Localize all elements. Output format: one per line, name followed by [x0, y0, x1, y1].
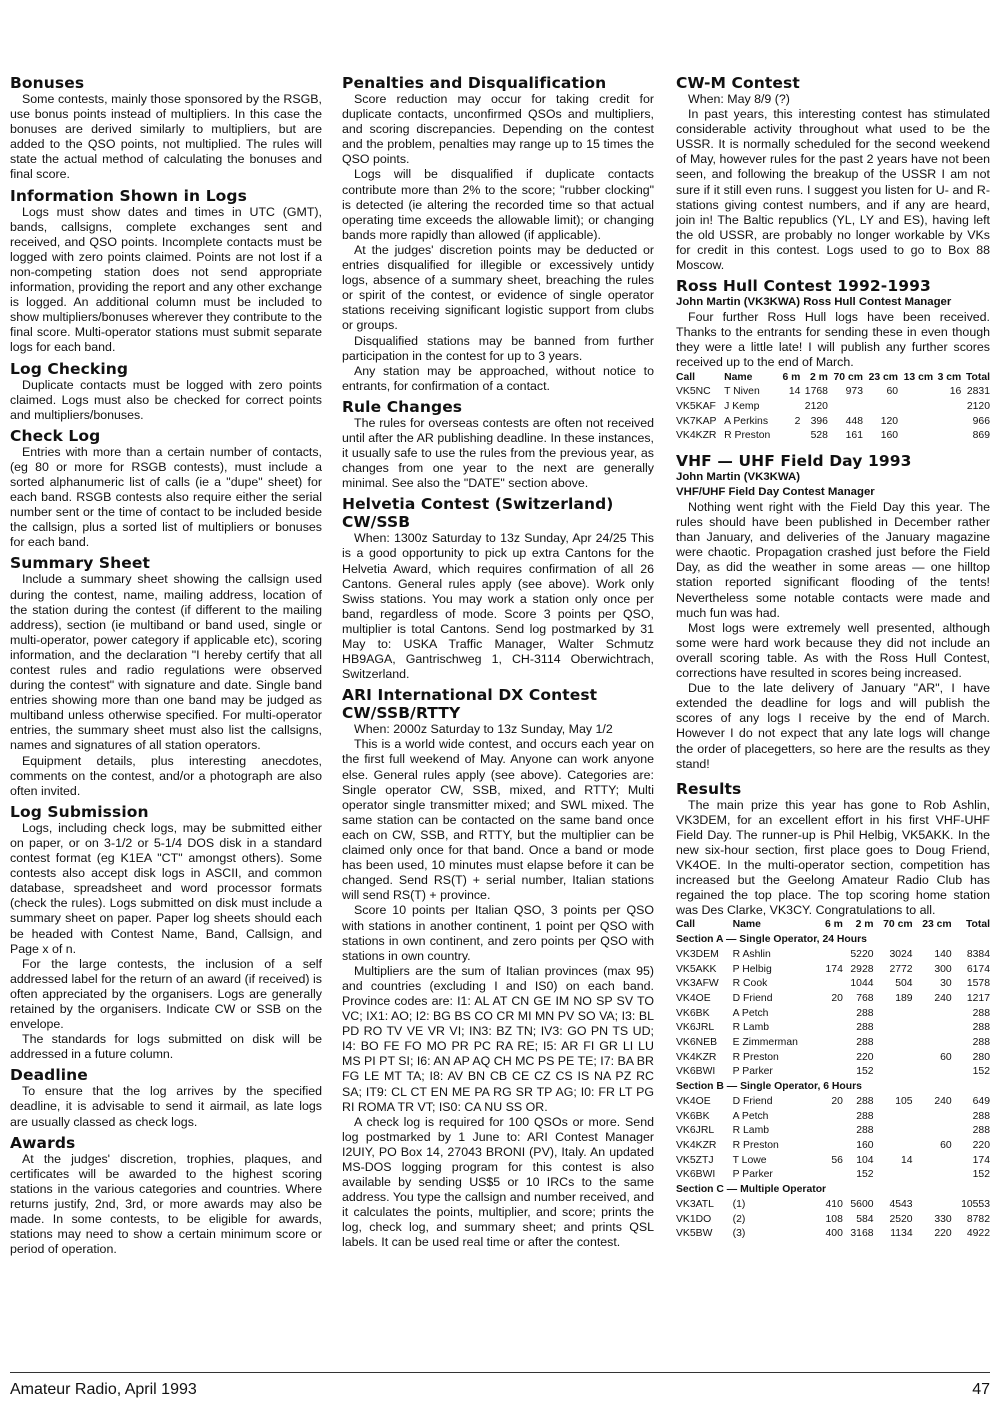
- table-cell: 152: [856, 1066, 874, 1078]
- table-cell: 2831: [966, 386, 990, 398]
- paragraph: Score reduction may occur for taking credit for duplicate contacts, unconfirmed QSOs and multipliers, and scoring discrepancies. Depending on the contest and the problem, penalties may range up to 15 times the QSO points.: [342, 92, 654, 167]
- table-cell: 104: [856, 1154, 874, 1166]
- table-cell: 105: [895, 1095, 913, 1107]
- table-cell: 240: [934, 992, 952, 1004]
- table-cell: VK6JRL: [676, 1022, 715, 1034]
- table-cell: 280: [972, 1051, 990, 1063]
- table-header-cell: 70 cm: [833, 371, 863, 383]
- table-cell: (1): [732, 1198, 746, 1210]
- table-cell: VK6NEB: [676, 1037, 718, 1049]
- table-cell: [913, 1198, 952, 1213]
- table-cell: [913, 1007, 952, 1022]
- table-cell: 60: [940, 1051, 952, 1063]
- table-cell: VK3AFW: [676, 978, 719, 990]
- table-cell: 288: [856, 1007, 874, 1019]
- section-heading: Rule Changes: [342, 397, 463, 416]
- table-cell: [819, 1051, 843, 1066]
- table-row: [676, 992, 990, 1007]
- table-cell: VK4KZR: [676, 430, 717, 442]
- table-cell: [898, 400, 933, 415]
- paragraph: Logs must show dates and times in UTC (GMT), bands, callsigns, complete exchanges sent and received, and QSO points. Incomplete contacts must be logged with zero points claimed. Points are not lost if a non-competing station does not send appropriate information, providing the report and any other exchange is logged. An additional column must be included to show multipliers/bonuses wherever they contribute to the final score. Multi-operator stations must submit separate logs for each band.: [10, 204, 322, 355]
- table-cell: [819, 1168, 843, 1183]
- table-cell: 288: [972, 1110, 990, 1122]
- section-heading: CW-M Contest: [676, 74, 800, 92]
- table-row: [676, 385, 990, 400]
- section-heading: Penalties and Disqualification: [342, 74, 607, 92]
- section-heading: Ross Hull Contest 1992-1993: [676, 277, 931, 296]
- table-cell: [819, 1110, 843, 1125]
- table-cell: [819, 1065, 843, 1080]
- paragraph: Equipment details, plus interesting anecdotes, comments on the contest, and/or a photograph are also often invited.: [10, 753, 322, 798]
- table-cell: 220: [856, 1051, 874, 1063]
- table-cell: 5600: [850, 1198, 874, 1210]
- table-cell: 2120: [966, 400, 990, 412]
- table-cell: 1578: [966, 978, 990, 990]
- table-cell: 3024: [889, 948, 913, 960]
- table-cell: 160: [880, 430, 899, 442]
- table-cell: [913, 1124, 952, 1139]
- paragraph: A check log is required for 100 QSOs or more. Send log postmarked by 1 June to: ARI Contest Manager I2UIY, PO Box 14, 27043 BRONI (PV), Italy. An updated MS-DOS logging program for this contest is also available by sending US$5 or 10 IRCs to the same address. You type the callsign and number received, and it calculates the points, multiplier, and score; prints the log, check log, and summary sheet; and prints QSL labels. It can be used real time or after the contest.: [342, 1114, 654, 1250]
- paragraph: The main prize this year has gone to Rob Ashlin, VK3DEM, for an excellent effort in his first VHF-UHF Field Day. The runner-up is Phil Helbig, VK5AKK. In the new six-hour section, first place goes to Doug Friend, VK4OE. In the multi-operator section, competition has increased but the Geelong Amateur Radio Club has regained the top place. The top scoring home station was Des Clarke, VK3CY. Congratulations to all.: [676, 797, 990, 918]
- paragraph: Some contests, mainly those sponsored by the RSGB, use bonus points instead of multipliers. In this case the bonuses are derived similarly to multipliers, but are added to the QSO points, not multiplied. The rules will state the actual method of calculating the bonuses and final score.: [10, 92, 322, 182]
- table-cell: VK6BWI: [676, 1169, 716, 1181]
- table-cell: [819, 948, 843, 963]
- paragraph: At the judges' discretion points may be deducted or entries disqualified for illegible or excessively untidy logs, absence of a summary sheet, breaching the rules or spirit of the contest, or evidence of single operator stations receiving significant logistic support from clubs or groups.: [342, 242, 654, 333]
- table-cell: 288: [972, 1037, 990, 1049]
- byline: John Martin (VK3KWA): [676, 471, 801, 484]
- table-cell: (2): [732, 1213, 746, 1225]
- table-cell: VK3ATL: [676, 1198, 714, 1210]
- section-heading: Helvetia Contest (Switzerland) CW/SSB: [342, 495, 614, 532]
- table-cell: R Preston: [732, 1140, 779, 1151]
- table-cell: [874, 1168, 913, 1183]
- table-cell: [819, 1124, 843, 1139]
- table-cell: 528: [810, 430, 828, 442]
- table-cell: 14: [901, 1154, 913, 1166]
- table-cell: E Zimmerman: [732, 1037, 798, 1049]
- ross-hull-results-table: [676, 371, 990, 445]
- table-cell: [874, 1110, 913, 1125]
- column-3: [676, 74, 990, 1242]
- table-row: [676, 1168, 990, 1183]
- publication-name: Amateur Radio, April 1993: [10, 1381, 197, 1398]
- table-cell: [913, 1065, 952, 1080]
- table-cell: 288: [856, 1110, 874, 1122]
- table-cell: 60: [886, 386, 899, 398]
- table-cell: 20: [831, 992, 843, 1004]
- table-header-row: [676, 918, 990, 933]
- table-cell: 152: [972, 1169, 990, 1181]
- table-cell: [898, 415, 933, 430]
- paragraph: Score 10 points per Italian QSO, 3 points per QSO with stations in another continent, 1 point per QSO with stations in own continent, and zero points per QSO with stations in own country.: [342, 903, 654, 963]
- paragraph: Logs will be disqualified if duplicate contacts contribute more than 2% to the score; "rubber clocking" is detected (ie altering the recorded time so that actual operating time exceeds the allowable limit); or changing bands more rapidly than allowed (if applicable).: [342, 167, 654, 242]
- table-cell: 1217: [966, 992, 990, 1004]
- table-cell: 220: [934, 1228, 952, 1240]
- table-cell: 869: [972, 430, 990, 442]
- byline: VHF/UHF Field Day Contest Manager: [676, 486, 875, 499]
- table-cell: VK5NC: [676, 386, 711, 398]
- table-header-cell: Name: [724, 371, 753, 383]
- table-header-cell: Name: [732, 919, 761, 931]
- table-row: [676, 1139, 990, 1154]
- table-header-cell: 2 m: [810, 371, 828, 383]
- table-cell: 4543: [889, 1198, 913, 1210]
- table-cell: P Helbig: [732, 963, 772, 975]
- table-cell: VK5KAF: [676, 400, 716, 412]
- table-cell: 152: [856, 1169, 874, 1181]
- section-heading: Awards: [10, 1133, 76, 1152]
- table-header-cell: 23 cm: [868, 371, 899, 383]
- paragraph: For the large contests, the inclusion of a self addressed label for the return of an award (if received) is often appreciated by the organisers. Logs are generally retained by the organisers. Indicate CW or SSB on the envelope.: [10, 956, 322, 1032]
- table-cell: R Lamb: [732, 1022, 770, 1034]
- table-row: [676, 1065, 990, 1080]
- table-cell: 288: [972, 1022, 990, 1034]
- table-cell: P Parker: [732, 1066, 773, 1078]
- table-row: [676, 1227, 990, 1242]
- table-cell: [933, 415, 961, 430]
- table-cell: R Cook: [732, 978, 768, 990]
- table-cell: [913, 1036, 952, 1051]
- table-header-cell: Call: [676, 919, 696, 931]
- table-cell: 966: [972, 415, 990, 427]
- table-row: [676, 1110, 990, 1125]
- table-header-cell: 70 cm: [883, 919, 913, 931]
- paragraph: The rules for overseas contests are often not received until after the AR publishing deadline. In these instances, it usually safe to use the rules from the previous year, as changes from one year to the next are generally minimal. See also the "DATE" section above.: [342, 415, 654, 491]
- table-header-row: [676, 371, 990, 386]
- table-cell: 160: [856, 1140, 874, 1151]
- table-section-row: [676, 1183, 990, 1198]
- table-cell: 1134: [890, 1228, 913, 1240]
- section-heading: Log Checking: [10, 359, 129, 378]
- table-cell: [819, 1139, 843, 1154]
- table-section-title: Section A — Single Operator, 24 Hours: [676, 934, 867, 946]
- table-header-cell: 23 cm: [922, 919, 952, 931]
- table-cell: D Friend: [732, 992, 773, 1004]
- paragraph: Entries with more than a certain number of contacts, (eg 80 or more for RSGB contests), must include a sorted alphanumeric list of calls (ie a "dupe" sheet) for each band. RSGB contests also require either the serial number sent or the time of contact to be included beside the callsign, plus a sorted list of multipliers or bonuses for each band.: [10, 444, 322, 550]
- table-cell: 108: [825, 1213, 843, 1225]
- table-cell: VK1DO: [676, 1213, 712, 1225]
- table-cell: [819, 1036, 843, 1051]
- table-cell: (3): [732, 1228, 746, 1240]
- column-2: [342, 74, 654, 1251]
- table-cell: 448: [845, 415, 863, 427]
- section-heading: Log Submission: [10, 802, 149, 821]
- paragraph: Multipliers are the sum of Italian provinces (max 95) and countries (excluding I and IS0) on each band. Province codes are: I1: AL AT CN GE IM NO SP SV TO VC; IX1: AO; I2: BG BS CO CR MI MN PV SO VA; I3: BL PD RO TV VE VR VI; IN3: BZ TN; IV3: GO PN TS UD; I4: BO FE FO MO PR PC RA RE; I5: AR FI GR LI LU MS PI PT SI; I6: AN AP AQ CH MC PS PE TE; I7: BA BR FG LE MT TA; I8: AV BN CB CE CZ CS IS NA PZ RC SA; IT9: CL CT EN ME PA RG SR TP AG; I0: FR LT PG RI ROMA TR VT; IS0: CA NU SS OR.: [342, 963, 654, 1114]
- table-row: [676, 1124, 990, 1139]
- section-heading: ARI International DX Contest CW/SSB/RTTY: [342, 686, 598, 723]
- table-section-title: Section B — Single Operator, 6 Hours: [676, 1081, 862, 1093]
- table-cell: 152: [972, 1066, 990, 1078]
- table-cell: 288: [856, 1125, 874, 1137]
- table-header-cell: 6 m: [782, 371, 801, 383]
- table-row: [676, 1021, 990, 1036]
- byline: John Martin (VK3KWA) Ross Hull Contest Manager: [676, 296, 952, 309]
- table-cell: VK6BWI: [676, 1066, 716, 1078]
- table-row: [676, 400, 990, 415]
- table-cell: 2520: [889, 1213, 913, 1225]
- table-cell: 410: [825, 1198, 843, 1210]
- table-cell: [874, 1007, 913, 1022]
- table-cell: 330: [934, 1213, 952, 1225]
- paragraph: Logs, including check logs, may be submitted either on paper, or on 3-1/2 or 5-1/4 DOS disk in a standard contest format (eg K1EA "CT" amongst others). Some contests also accept disk logs in ASCII, and common database, spreadsheet and word processor formats (check the rules). Logs submitted on disk must include a summary sheet on paper. Paper log sheets should each be headed with Contest Name, Band, Callsign, and Page x of n.: [10, 820, 322, 956]
- table-cell: 174: [972, 1154, 990, 1166]
- table-cell: 288: [972, 1125, 990, 1137]
- table-cell: 649: [972, 1095, 990, 1107]
- field-day-results-table: [676, 918, 990, 1241]
- table-cell: VK4KZR: [676, 1051, 717, 1063]
- table-cell: [933, 429, 961, 444]
- table-cell: VK6JRL: [676, 1125, 715, 1137]
- paragraph: When: 2000z Saturday to 13z Sunday, May 1/2: [354, 722, 613, 737]
- paragraph: Due to the late delivery of January "AR", I have extended the deadline for logs and will publish the scores of any logs I receive by the end of March. However I do not expect that any late logs will change the order of placegetters, so here are the results as they stand!: [676, 681, 990, 771]
- table-cell: VK5AKK: [676, 963, 717, 975]
- table-row: [676, 1036, 990, 1051]
- table-cell: 189: [895, 992, 913, 1004]
- paragraph: When: May 8/9 (?): [688, 92, 790, 106]
- table-cell: 5220: [850, 948, 874, 960]
- table-cell: [898, 429, 933, 444]
- paragraph: Any station may be approached, without notice to entrants, for confirmation of a contact.: [342, 363, 654, 393]
- table-row: [676, 948, 990, 963]
- table-cell: [913, 1154, 952, 1169]
- table-row: [676, 415, 990, 430]
- table-cell: [874, 1124, 913, 1139]
- table-cell: [819, 1007, 843, 1022]
- table-cell: VK6BK: [676, 1110, 710, 1122]
- table-cell: 396: [810, 415, 828, 427]
- table-cell: 2772: [889, 963, 913, 975]
- table-cell: [874, 1051, 913, 1066]
- table-cell: A Perkins: [724, 415, 769, 427]
- table-cell: 8782: [966, 1213, 990, 1225]
- section-heading: Results: [676, 779, 742, 798]
- paragraph: To ensure that the log arrives by the specified deadline, it is advisable to send it airmail, as late logs are usually classed as check logs.: [10, 1084, 322, 1129]
- table-cell: 768: [856, 992, 874, 1004]
- table-header-cell: Total: [965, 919, 990, 931]
- table-cell: 20: [831, 1095, 843, 1107]
- table-cell: D Friend: [732, 1095, 773, 1107]
- table-cell: [863, 400, 898, 415]
- table-row: [676, 429, 990, 444]
- column-1: [10, 74, 322, 1257]
- table-cell: 120: [880, 415, 899, 427]
- table-header-cell: 13 cm: [903, 371, 934, 383]
- table-row: [676, 1007, 990, 1022]
- table-cell: VK7KAP: [676, 415, 717, 427]
- table-cell: T Niven: [724, 386, 760, 398]
- table-cell: 174: [825, 963, 843, 975]
- table-cell: 240: [934, 1095, 952, 1107]
- table-cell: R Preston: [732, 1051, 779, 1063]
- table-section-title: Section C — Multiple Operator: [676, 1184, 827, 1196]
- table-section-row: [676, 933, 990, 948]
- table-cell: 8384: [966, 948, 990, 960]
- table-cell: 2120: [804, 400, 828, 412]
- table-cell: VK4OE: [676, 1095, 711, 1107]
- table-cell: VK5BW: [676, 1228, 713, 1240]
- table-cell: VK6BK: [676, 1007, 710, 1019]
- page-footer: [10, 1372, 990, 1398]
- table-section-row: [676, 1080, 990, 1095]
- table-cell: 288: [972, 1007, 990, 1019]
- table-cell: VK4OE: [676, 992, 711, 1004]
- paragraph: When: 1300z Saturday to 13z Sunday, Apr 24/25 This is a good opportunity to pick up extra Cantons for the Helvetia Award, which requires confirmation of all 26 Cantons. General rules apply (see above). Work only Swiss stations. You may work a station only once per band, regardless of mode. Score 3 points per QSO, multiplier is total Cantons. Send log postmarked by 31 May to: USKA Traffic Manager, Walter Schmutz HB9AGA, Gantrischweg 1, CH-3114 Oberwichtrach, Switzerland.: [342, 531, 654, 682]
- table-cell: [828, 400, 863, 415]
- table-cell: [779, 429, 800, 444]
- table-row: [676, 1198, 990, 1213]
- table-cell: 288: [856, 1095, 874, 1107]
- table-cell: [898, 385, 933, 400]
- table-header-cell: Total: [965, 371, 990, 383]
- table-cell: 584: [856, 1213, 874, 1225]
- table-row: [676, 1154, 990, 1169]
- table-cell: 288: [856, 1022, 874, 1034]
- table-cell: P Parker: [732, 1169, 773, 1181]
- paragraph: Include a summary sheet showing the callsign used during the contest, name, mailing address, location of the station during the contest (if different to the mailing address), section (ie multiband or band used, single or multi-operator, power category if applicable etc), scoring information, and the declaration "I hereby certify that all contest rules and radio regulations were observed during the contest" with signature and date. Single band entries showing more than one band may be judged as multiband unless otherwise specified. For multi-operator entries, the summary sheet must also list the callsigns, names and signatures of all station operators.: [10, 572, 322, 753]
- table-cell: 220: [972, 1140, 990, 1151]
- table-cell: R Lamb: [732, 1125, 770, 1137]
- table-cell: 2928: [850, 963, 874, 975]
- table-cell: 3168: [850, 1228, 874, 1240]
- table-cell: [913, 1110, 952, 1125]
- table-cell: [874, 1065, 913, 1080]
- table-cell: 400: [825, 1228, 843, 1240]
- table-cell: [874, 1139, 913, 1154]
- table-cell: 14: [788, 386, 801, 398]
- paragraph: Four further Ross Hull logs have been received. Thanks to the entrants for sending these in even though they were a little late! I will publish any further scores received up to the end of March.: [676, 310, 990, 370]
- paragraph: Disqualified stations may be banned from further participation in the contest for up to 3 years.: [342, 333, 654, 363]
- table-cell: 4922: [966, 1228, 990, 1240]
- section-heading: Summary Sheet: [10, 554, 151, 573]
- paragraph: At the judges' discretion, trophies, plaques, and certificates will be awarded to the highest scoring stations in the various categories and countries. Where returns justify, 2nd, 3rd, or more awards may also be made. In some contests, to be eligible for awards, stations may need to show a certain minimum score or period of operation.: [10, 1151, 322, 1257]
- table-cell: 300: [934, 963, 952, 975]
- table-cell: VK3DEM: [676, 948, 719, 960]
- table-cell: 2: [794, 415, 801, 427]
- table-cell: A Petch: [732, 1007, 769, 1019]
- table-cell: 56: [831, 1154, 843, 1166]
- table-cell: A Petch: [732, 1110, 769, 1122]
- table-cell: 140: [934, 948, 952, 960]
- table-row: [676, 977, 990, 992]
- table-header-cell: Call: [676, 371, 696, 383]
- table-cell: 10553: [961, 1198, 990, 1210]
- table-cell: [913, 1168, 952, 1183]
- table-cell: 16: [949, 386, 962, 398]
- table-header-cell: 2 m: [855, 919, 874, 931]
- table-cell: R Ashlin: [732, 948, 771, 960]
- table-cell: [874, 1021, 913, 1036]
- section-heading: Deadline: [10, 1066, 88, 1085]
- table-cell: [819, 1021, 843, 1036]
- table-cell: [933, 400, 961, 415]
- table-row: [676, 1213, 990, 1228]
- section-heading: Bonuses: [10, 74, 85, 92]
- paragraph: In past years, this interesting contest has stimulated considerable activity throughout what used to be the USSR. It is normally scheduled for the second weekend of May, however rules for the past 2 years have not been seen, and following the breakup of the USSR I am not sure if it still even runs. I suggest you listen for U- and R- stations giving contest numbers, and if any are heard, join in! The Baltic republics (YL, LY and ES), having left the old USSR, are probably no longer workable by VKs for credit in this contest. Logs used to go to Box 88 Moscow.: [676, 107, 990, 273]
- table-header-cell: 6 m: [824, 919, 843, 931]
- table-cell: VK4KZR: [676, 1140, 717, 1151]
- paragraph: Most logs were extremely well presented, although some were hard work because they did not include an overall scoring table. As with the Ross Hull Contest, corrections have resulted in scores being increased.: [676, 620, 990, 681]
- table-cell: [913, 1021, 952, 1036]
- table-cell: 30: [940, 978, 952, 990]
- table-cell: 161: [845, 430, 863, 442]
- paragraph: The standards for logs submitted on disk will be addressed in a future column.: [10, 1032, 322, 1062]
- paragraph: This is a world wide contest, and occurs each year on the first full weekend of May. Anyone can work anyone else. General rules apply (see above). Categories are: Single operator CW, SSB, mixed, and RTTY; Multi operator single transmitter mixed; and SWL mixed. The same station can be contacted on the same band once each on CW, SSB, and RTTY, but the multiplier can be claimed only once for that band. Once a band or mode has been used, 10 minutes must elapse before it can be changed. Send RS(T) + serial number, Italian stations will send RS(T) + province.: [342, 737, 654, 903]
- table-cell: [819, 977, 843, 992]
- table-cell: J Kemp: [724, 400, 760, 412]
- table-row: [676, 963, 990, 978]
- section-heading: Check Log: [10, 426, 101, 445]
- table-cell: VK5ZTJ: [676, 1154, 714, 1166]
- table-cell: 60: [940, 1140, 952, 1151]
- table-cell: 288: [856, 1037, 874, 1049]
- table-cell: 504: [895, 978, 913, 990]
- table-cell: 6174: [966, 963, 990, 975]
- paragraph: Duplicate contacts must be logged with zero points claimed. Logs must also be checked for correct points and multipliers/bonuses.: [10, 377, 322, 422]
- table-cell: 973: [845, 386, 863, 398]
- section-heading: Information Shown in Logs: [10, 186, 247, 205]
- table-cell: 1044: [850, 978, 874, 990]
- table-header-cell: 3 cm: [937, 371, 962, 383]
- table-cell: R Preston: [724, 430, 771, 442]
- table-row: [676, 1095, 990, 1110]
- table-cell: T Lowe: [732, 1154, 767, 1166]
- table-cell: [874, 1036, 913, 1051]
- section-heading: VHF — UHF Field Day 1993: [676, 452, 912, 471]
- table-cell: [779, 400, 800, 415]
- page-number: 47: [972, 1381, 990, 1398]
- table-cell: 1768: [804, 386, 828, 398]
- table-row: [676, 1051, 990, 1066]
- paragraph: Nothing went right with the Field Day this year. The rules should have been published in December rather than January, and deliveries of the January magazine were chaotic. Propagation crashed just before the Field Day, as did the weather in some areas — one hilltop station reported significant flooding of the tents! Nevertheless some notable contacts were made and much fun was had.: [676, 500, 990, 620]
